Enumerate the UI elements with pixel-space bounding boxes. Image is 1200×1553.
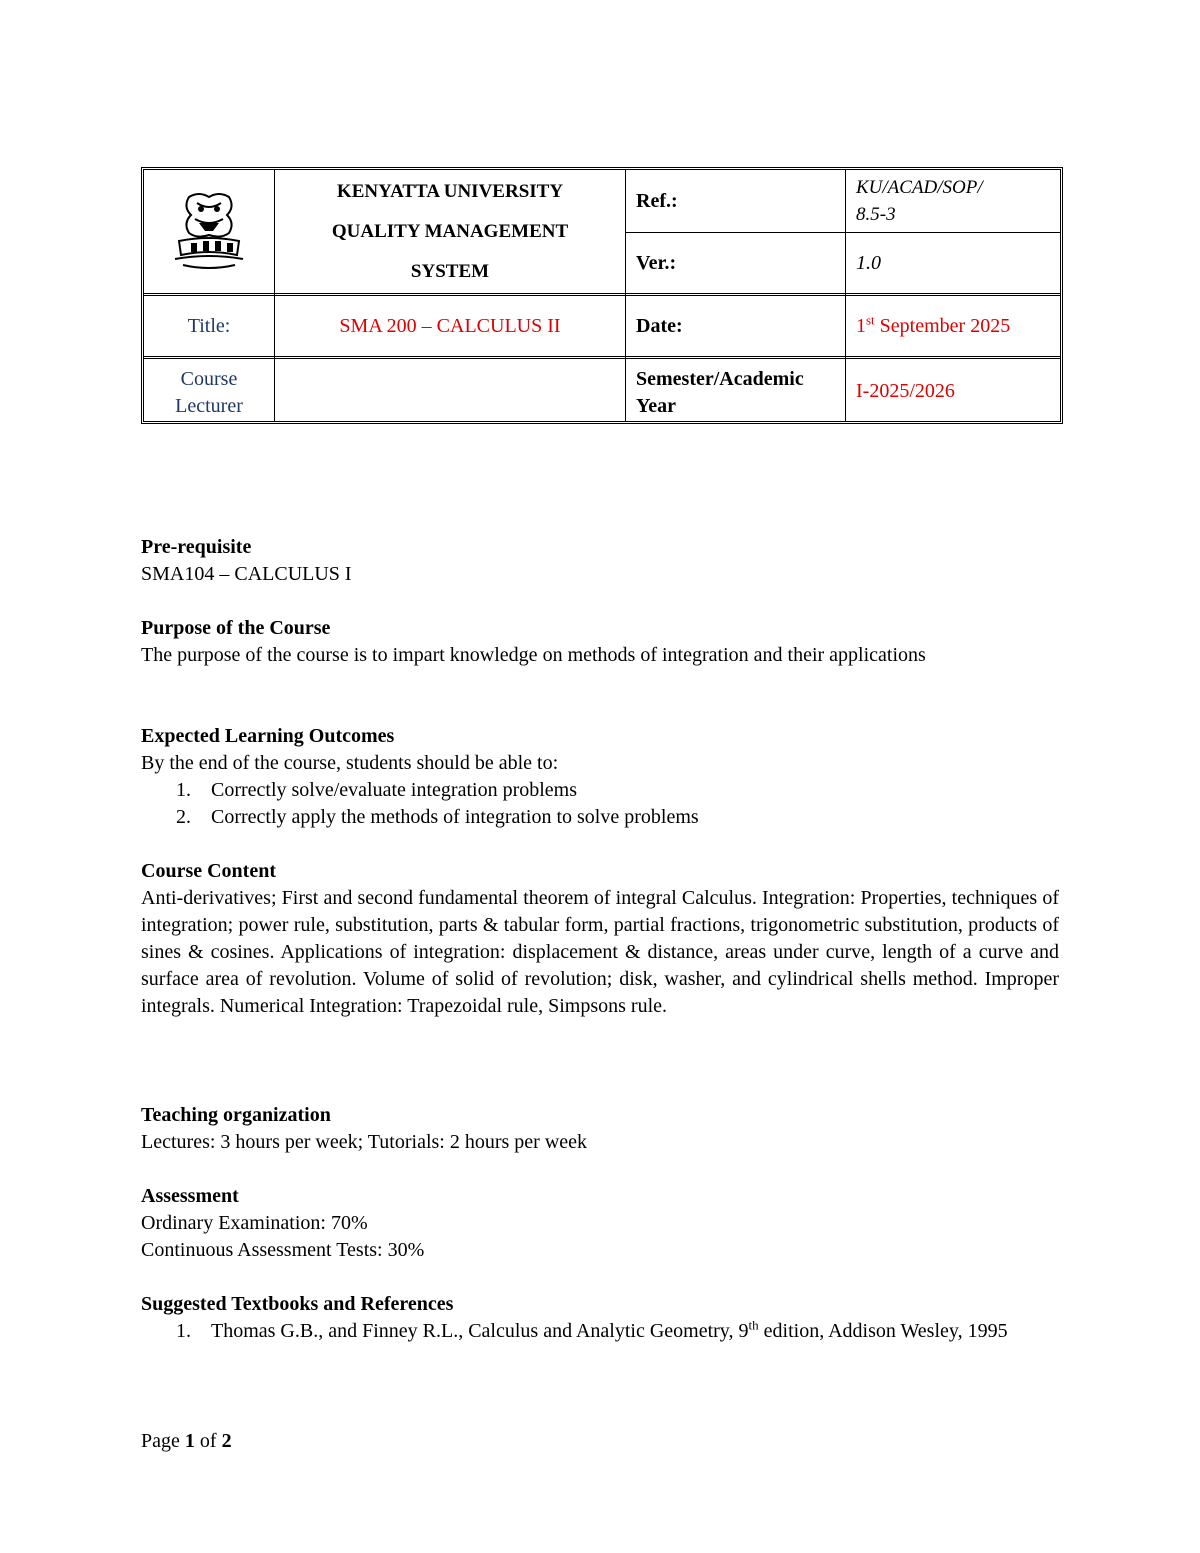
outcomes-intro: By the end of the course, students should be able to: xyxy=(141,752,559,774)
list-number: 1. xyxy=(176,1320,191,1342)
list-item xyxy=(141,804,1059,831)
assessment-line1: Ordinary Examination: 70% xyxy=(141,1212,368,1234)
lecturer-value xyxy=(275,360,625,422)
list-text: Correctly apply the methods of integration to solve problems xyxy=(211,806,699,828)
ref-value-line2: 8.5-3 xyxy=(856,204,896,225)
list-text: Correctly solve/evaluate integration problems xyxy=(211,779,577,801)
org-name-cell xyxy=(275,172,625,292)
title-label: Title: xyxy=(187,314,231,337)
table-divider xyxy=(144,356,1060,359)
list-item xyxy=(141,777,1059,804)
org-name-line3: SYSTEM xyxy=(410,261,490,282)
purpose-heading: Purpose of the Course xyxy=(141,617,331,639)
references-section xyxy=(141,1291,1059,1345)
purpose-section xyxy=(141,615,1059,669)
outcomes-section xyxy=(141,723,1059,831)
list-item xyxy=(141,1318,1059,1345)
teaching-section xyxy=(141,1102,1059,1156)
semester-label xyxy=(636,366,846,422)
semester-label-line2: Year xyxy=(636,395,676,417)
reference-sup: th xyxy=(748,1317,759,1333)
list-number: 2. xyxy=(176,806,191,828)
prerequisite-heading: Pre-requisite xyxy=(141,536,252,558)
prerequisite-text: SMA104 – CALCULUS I xyxy=(141,563,352,585)
reference-text-end: edition, Addison Wesley, 1995 xyxy=(758,1320,1008,1342)
purpose-text: The purpose of the course is to impart knowledge on methods of integration and their applications xyxy=(141,644,926,666)
list-number: 1. xyxy=(176,779,191,801)
outcomes-list xyxy=(141,777,1059,831)
date-rest: September 2025 xyxy=(874,314,1011,337)
semester-value: I-2025/2026 xyxy=(856,379,955,402)
content-section xyxy=(141,858,1059,1020)
footer-page-number: 1 xyxy=(184,1430,195,1452)
date-day: 1 xyxy=(856,314,866,337)
teaching-heading: Teaching organization xyxy=(141,1104,331,1126)
footer-page-total: 2 xyxy=(221,1430,232,1452)
reference-text: Thomas G.B., and Finney R.L., Calculus and Analytic Geometry, 9 xyxy=(211,1320,749,1342)
assessment-section xyxy=(141,1183,1059,1264)
logo-cell xyxy=(144,170,274,294)
date-label: Date: xyxy=(636,314,683,337)
assessment-line2: Continuous Assessment Tests: 30% xyxy=(141,1239,425,1261)
university-crest-logo xyxy=(169,189,249,275)
lecturer-label xyxy=(144,366,274,422)
date-suffix: st xyxy=(866,311,875,327)
prerequisite-section xyxy=(141,534,1059,588)
org-name-line2: QUALITY MANAGEMENT xyxy=(331,221,569,242)
title-value: SMA 200 – CALCULUS II xyxy=(339,314,561,337)
footer-of-word: of xyxy=(194,1430,222,1452)
references-heading: Suggested Textbooks and References xyxy=(141,1293,454,1315)
ref-value-line1: KU/ACAD/SOP/ xyxy=(856,177,983,198)
footer-page-word: Page xyxy=(141,1430,185,1452)
date-value xyxy=(856,296,1061,356)
content-text: Anti-derivatives; First and second fundamental theorem of integral Calculus. Integration: Properties, techniques of integration; power rule, substitution, parts & tabular form, partial fractions, trigonometric substitution, products of sines & cosines. Applications of integration: displacement & distance, areas under curve, length of a curve and surface area of revolution. Volume of solid of revolution; disk, washer, and cylindrical shells method. Improper integrals. Numerical Integration: Trapezoidal rule, Simpsons rule. xyxy=(141,887,1059,1017)
org-name-line1: KENYATTA UNIVERSITY xyxy=(336,181,564,202)
version-value: 1.0 xyxy=(856,251,881,274)
ref-label: Ref.: xyxy=(636,189,678,212)
ref-value xyxy=(856,174,1056,232)
header-table xyxy=(141,167,1063,424)
assessment-heading: Assessment xyxy=(141,1185,239,1207)
content-heading: Course Content xyxy=(141,860,276,882)
lecturer-label-line1: Course xyxy=(180,368,238,390)
references-list xyxy=(141,1318,1059,1345)
teaching-text: Lectures: 3 hours per week; Tutorials: 2 hours per week xyxy=(141,1131,588,1153)
version-label: Ver.: xyxy=(636,251,677,274)
semester-label-line1: Semester/Academic xyxy=(636,368,804,390)
page-footer xyxy=(141,1430,232,1453)
lecturer-label-line2: Lecturer xyxy=(175,395,243,417)
outcomes-heading: Expected Learning Outcomes xyxy=(141,725,395,747)
